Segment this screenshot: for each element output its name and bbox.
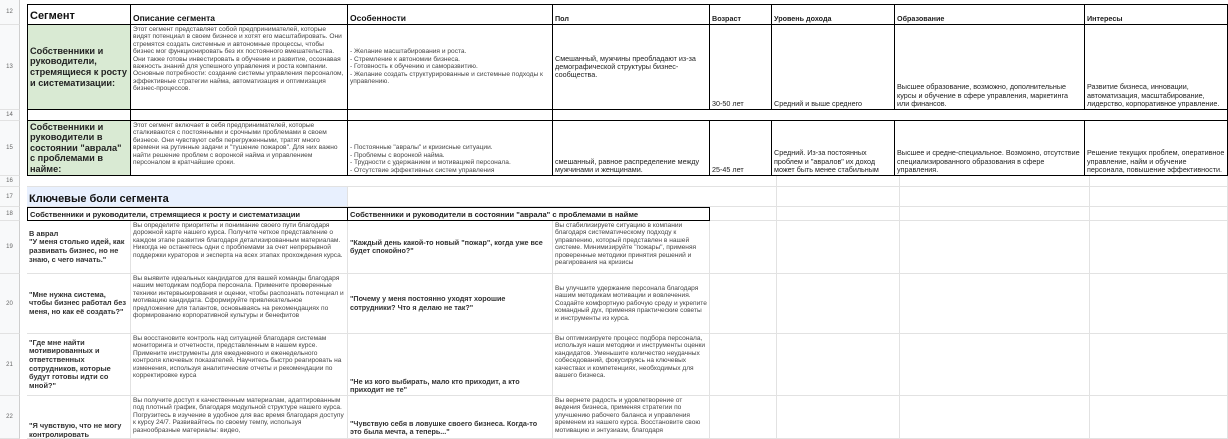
pain-question[interactable]: "Почему у меня постоянно уходят хорошие сотрудники? Что я делаю не так?" [348, 274, 553, 334]
segment-1-income[interactable]: Средний и выше среднего [772, 25, 895, 110]
row-number[interactable]: 21 [0, 334, 20, 396]
row-number[interactable]: 13 [0, 25, 20, 110]
header-description-label: Описание сегмента [133, 13, 216, 23]
pain-answer[interactable]: Вы вернете радость и удовлетворение от ведения бизнеса, применяя стратегии по улучшению рабочего баланса и управления временем из нашего курса. Восстановите свою мотивацию и энтузиазм, благодаря [553, 396, 710, 439]
pains-seg1-header-label: Собственники и руководители, стремящиеся к росту и систематизации [30, 209, 301, 219]
segment-1-education[interactable]: Высшее образование, возможно, дополнительные курсы и обучение в сфере управления, маркетинга или финансов. [895, 25, 1085, 110]
segment-1-age[interactable]: 30-50 лет [710, 25, 772, 110]
header-gender[interactable] [553, 4, 710, 25]
grid-line [772, 176, 777, 439]
grid-line [1085, 176, 1090, 439]
header-income-label: Уровень дохода [774, 13, 832, 23]
header-interests-label: Интересы [1087, 13, 1123, 23]
row-number[interactable]: 19 [0, 221, 20, 274]
segment-2-features[interactable]: - Постоянные "авралы" и кризисные ситуации. - Проблемы с воронкой найма. - Трудности с удержанием и мотивацией персонала. - Отсутствие эффективных систем управления [348, 121, 553, 176]
pain-question[interactable]: "Не из кого выбирать, мало кто приходит, а кто приходит не те" [348, 334, 553, 396]
pain-answer[interactable]: Вы выявите идеальных кандидатов для вашей команды благодаря нашим методикам подбора персонала. Примените проверенные техники интервьюирования и оценки, чтобы распознать потенциал и мотивацию кандидата. Сформируйте привлекательное предложение для талантов, основываясь на рекомендациях по формированию корпоративной культуры и бенефитов [131, 274, 348, 334]
segment-2-name[interactable]: Собственники и руководители в состоянии "аврала" с проблемами в найме: [27, 121, 131, 176]
empty-cell[interactable] [710, 334, 1228, 396]
header-description[interactable] [131, 4, 348, 25]
segment-1-features[interactable]: - Желание масштабирования и роста. - Стремление к автономии бизнеса. - Готовность к обучению и саморазвитию. - Желание создать структурированные и системные подходы к управлению. [348, 25, 553, 110]
header-education-label: Образование [897, 13, 945, 23]
pain-answer[interactable]: Вы стабилизируете ситуацию в компании благодаря систематическому подходу к управлению, который представлен в нашей системе. Минимизируйте "пожары", применяя проверенные методики принятия решений и реагирования на кризисы [553, 221, 710, 274]
row-number[interactable]: 16 [0, 176, 20, 187]
row-number[interactable]: 22 [0, 396, 20, 439]
empty-cell[interactable] [131, 110, 348, 121]
segment-2-income[interactable]: Средний. Из-за постоянных проблем и "авралов" их доход может быть менее стабильным [772, 121, 895, 176]
segment-2-education[interactable]: Высшее и средне-специальное. Возможно, отсутствие специализированного образования в сфере управления. [895, 121, 1085, 176]
empty-row[interactable] [27, 176, 1228, 187]
segment-1-name[interactable]: Собственники и руководители, стремящиеся к росту и систематизации: [27, 25, 131, 110]
pain-answer[interactable]: Вы восстановите контроль над ситуацией благодаря системам мониторинга и отчетности, представленным в нашем курсе. Примените инструменты для ежедневного и еженедельного контроля ключевых показателей. Научитесь быстро реагировать на изменения, используя аналитические отчеты и рекомендации по корректировке курса [131, 334, 348, 396]
segment-2-age[interactable]: 25-45 лет [710, 121, 772, 176]
pains-seg2-header[interactable] [348, 207, 710, 221]
header-education[interactable] [895, 4, 1085, 25]
empty-cell[interactable] [27, 110, 131, 121]
empty-cell[interactable] [348, 187, 1228, 207]
row-number[interactable]: 18 [0, 207, 20, 221]
empty-cell[interactable] [553, 110, 1228, 121]
segment-1-gender[interactable]: Смешанный, мужчины преобладают из-за демографической структуры бизнес-сообщества. [553, 25, 710, 110]
header-interests[interactable] [1085, 4, 1228, 25]
pains-seg1-header[interactable] [27, 207, 348, 221]
pain-answer[interactable]: Вы оптимизируете процесс подбора персонала, используя наши методики и инструменты оценки кандидатов. Уменьшите количество неудачных собеседований, фокусируясь на ключевых качествах и компетенциях, необходимых для вашего бизнеса. [553, 334, 710, 396]
header-income[interactable] [772, 4, 895, 25]
segment-1-interests[interactable]: Развитие бизнеса, инновации, автоматизация, масштабирование, лидерство, корпоративное управление. [1085, 25, 1228, 110]
row-number[interactable]: 20 [0, 274, 20, 334]
empty-cell[interactable] [348, 110, 553, 121]
pains-title[interactable] [27, 187, 348, 207]
row-number[interactable]: 14 [0, 110, 20, 121]
pains-seg2-header-label: Собственники и руководители в состоянии "аврала" с проблемами в найме [350, 209, 639, 219]
empty-cell[interactable] [710, 396, 1228, 439]
empty-cell[interactable] [710, 207, 1228, 221]
header-gender-label: Пол [555, 13, 569, 23]
grid-line [895, 176, 900, 439]
pain-question[interactable]: "Где мне найти мотивированных и ответственных сотрудников, которые будут готовы идти со мной?" [27, 334, 131, 396]
segment-2-description[interactable]: Этот сегмент включает в себя предпринимателей, которые сталкиваются с постоянными и срочными проблемами в своем бизнесе. Они чувствуют себя перегруженными, тратят много времени на рутинные задачи и "тушение пожаров". Для них важно найти решение проблем с воронкой найма и управлением персоналом в кратчайшие сроки. [131, 121, 348, 176]
header-features-label: Особенности [350, 13, 406, 23]
row-number[interactable]: 15 [0, 121, 20, 176]
empty-cell[interactable] [710, 221, 1228, 274]
header-age[interactable] [710, 4, 772, 25]
header-segment-label: Сегмент [30, 10, 75, 22]
pain-answer[interactable]: Вы определите приоритеты и понимание своего пути благодаря дорожной карте нашего курса. Получите четкое представление о каждом этапе развития благодаря детализированным материалам. Никогда не останетесь одни с проблемами за счет непрерывной поддержки кураторов и эксперта на всех этапах прохождения курса. [131, 221, 348, 274]
pain-answer[interactable]: Вы улучшите удержание персонала благодаря нашим методикам мотивации и вовлечения. Создайте комфортную рабочую среду и укрепите командный дух, применяя практические советы и инструменты из курса. [553, 274, 710, 334]
row-number[interactable]: 12 [0, 0, 20, 25]
header-segment[interactable] [27, 4, 131, 25]
empty-cell[interactable] [710, 274, 1228, 334]
pains-title-label: Ключевые боли сегмента [29, 193, 169, 205]
segment-2-gender[interactable]: смешанный, равное распределение между мужчинами и женщинами. [553, 121, 710, 176]
pain-answer[interactable]: Вы получите доступ к качественным материалам, адаптированным под плотный график, благодаря модульной структуре нашего курса. Погрузитесь в изучение в удобное для вас время благодаря доступу к курсу 24/7. Развивайтесь по своему темпу, используя разнообразные материалы: видео, [131, 396, 348, 439]
pain-question[interactable]: В аврал "У меня столько идей, как развивать бизнес, но не знаю, с чего начать." [27, 221, 131, 274]
segment-2-interests[interactable]: Решение текущих проблем, оперативное управление, найм и обучение персонала, повышение эффективности. [1085, 121, 1228, 176]
pain-question[interactable]: "Я чувствую, что не могу контролировать [27, 396, 131, 439]
pain-question[interactable]: "Каждый день какой-то новый "пожар", когда уже все будет спокойно?" [348, 221, 553, 274]
segment-1-description[interactable]: Этот сегмент представляет собой предпринимателей, которые видят потенциал в своем бизнесе и хотят его масштабировать. Они стремятся создать системные и автономные процессы, чтобы бизнес мог функционировать без их постоянного вмешательства. Они также готовы инвестировать в обучение и развитие, осознавая важность знаний для успешного управления и роста компании. Основные потребности: создание системы управления персоналом, эффективные стратегии найма, автоматизация и оптимизация бизнес-процессов. [131, 25, 348, 110]
header-features[interactable] [348, 4, 553, 25]
pain-question[interactable]: "Чувствую себя в ловушке своего бизнеса. Когда-то это была мечта, а теперь..." [348, 396, 553, 439]
pain-question[interactable]: "Мне нужна система, чтобы бизнес работал без меня, но как её создать?" [27, 274, 131, 334]
row-number[interactable]: 17 [0, 187, 20, 207]
header-age-label: Возраст [712, 13, 741, 23]
